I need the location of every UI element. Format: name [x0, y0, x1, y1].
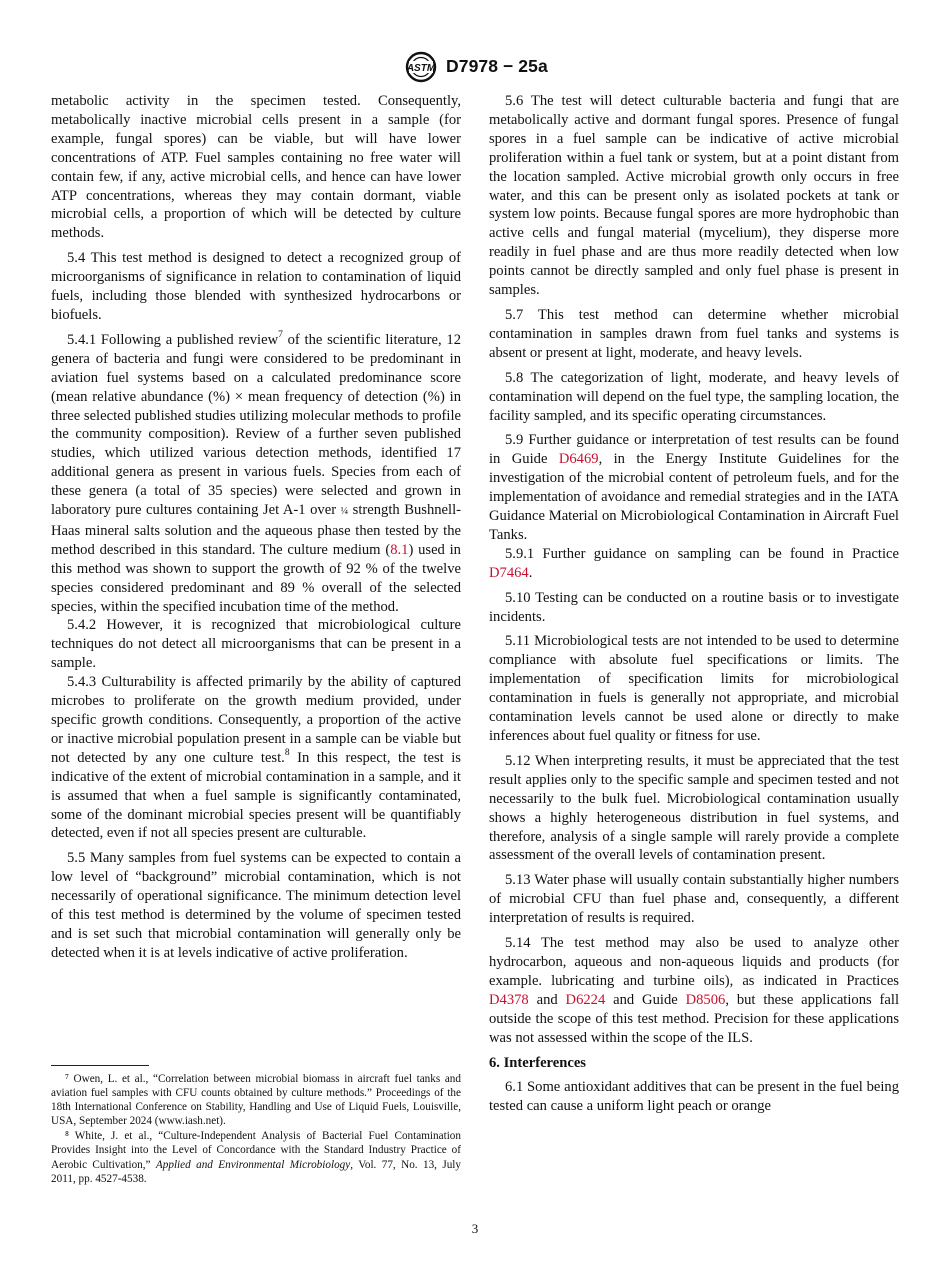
link-d7464[interactable]: D7464	[489, 564, 529, 581]
paragraph-5-12: 5.12 When interpreting results, it must be appreciated that the test result applies only to the specific sample and specimen tested and not necessarily to the bulk fuel. Microbiological contamination usually shows a highly heterogeneous distribution in fuel systems, and therefore, analysis of a single sample will rarely provide a complete assessment of the overall levels of contamination present.	[489, 752, 899, 864]
paragraph-5-8: 5.8 The categorization of light, moderate, and heavy levels of contamination will depend on the fuel type, the sampling location, the facility sampled, and its specific operating circumstances.	[489, 369, 899, 424]
document-designation: D7978 − 25a	[446, 56, 548, 76]
footnote-divider	[51, 1065, 149, 1066]
footnotes	[51, 1072, 461, 1187]
paragraph-5-10: 5.10 Testing can be conducted on a routine basis or to investigate incidents.	[489, 589, 899, 625]
fraction-quarter: ¼	[340, 506, 349, 518]
journal-title: Applied and Environmental Microbiology	[155, 1158, 351, 1171]
astm-logo-icon	[403, 50, 439, 84]
paragraph-5-7: 5.7 This test method can determine whether microbial contamination in samples drawn from fuel tanks and systems is absent or present at light, moderate, and heavy levels.	[489, 306, 899, 361]
footnote-ref-8[interactable]: 8	[284, 747, 290, 758]
paragraph-5-9-1: 5.9.1 Further guidance on sampling can be found in Practice D7464.	[489, 545, 899, 581]
link-d6224[interactable]: D6224	[565, 991, 606, 1008]
paragraph-5-4: 5.4 This test method is designed to detect a recognized group of microorganisms of significance in relation to contamination of liquid fuels, including those blended with synthesized hydrocarbons or biofuels.	[51, 250, 461, 323]
paragraph-5-4-3: 5.4.3 Culturability is affected primarily by the ability of captured microbes to proliferate on the growth medium provided, under specific growth conditions. Consequently, a proportion of the active or inactive microbial population present in a sample can be viable but not detected by any one culture test.$^8$ In this respect, the test is indicative of the extent of microbial contamination in a sample, and it is assumed that when a fuel sample is significantly contaminated, some of the dominant microbial species present will be quantifiably detected, even if not all species present are culturable.	[51, 674, 461, 842]
paragraph-5-4-2: 5.4.2 However, it is recognized that microbiological culture techniques do not detect all microorganisms that can be present in a sample.	[51, 617, 461, 672]
right-column	[489, 92, 899, 1122]
link-d4378[interactable]: D4378	[489, 991, 529, 1008]
paragraph-continuation: metabolic activity in the specimen tested. Consequently, metabolically inactive microbial cells present in a sample (for example, fungal spores) can be viable, but will have lower concentrations of ATP. Fuel samples containing no free water will contain few, if any, active microbial cells, and hence can have lower ATP concentrations, whereas they may contain dormant, viable microbial cells, a proportion of which will be detected by culture methods.	[51, 93, 461, 242]
paragraph-5-6: 5.6 The test will detect culturable bacteria and fungi that are metabolically active and dormant fungal spores. Presence of fungal spores in a fuel sample can be indicative of active microbial proliferation within a fuel tank or system, but at a point distant from the location sampled. Active microbial growth only occurs in free water, and this can be present only as isolated pockets at tank or system low points. Because fungal spores are more hydrophobic than active cells and fungal material (mycelium), they disperse more readily in fuel phase and are thus more readily detected when low points cannot be directly sampled and only fuel phase is present in samples.	[489, 93, 899, 299]
logo-text: ASTM	[406, 63, 436, 74]
page-header	[0, 50, 950, 84]
page-number: 3	[471, 1221, 479, 1236]
link-8-1[interactable]: 8.1	[390, 541, 409, 558]
footnote-ref-7[interactable]: 7	[278, 330, 283, 341]
paragraph-5-14: 5.14 The test method may also be used to analyze other hydrocarbon, aqueous and non-aqueous liquids and products (for example. lubricating and turbine oils), as indicated in Practices D4378 and D6224 and Guide D8506, but these applications fall outside the scope of this test method. Precision for these applications was not assessed within the scope of the ILS.	[489, 935, 899, 1046]
link-d6469[interactable]: D6469	[558, 451, 599, 468]
paragraph-5-9: 5.9 Further guidance or interpretation of test results can be found in Guide D6469, in the Energy Institute Guidelines for the investigation of the microbial content of petroleum fuels, and for the implementation of avoidance and remedial strategies and in the IATA Guidance Material on Microbiological Contamination in Aircraft Fuel Tanks.	[489, 432, 899, 543]
footnote-8: ⁸ White, J. et al., “Culture-Independent Analysis of Bacterial Fuel Contamination Provides Insight into the Level of Concordance with the Standard Industry Practice of Aerobic Cultivation,” Applied and Environmental Microbiology, Vol. 77, No. 13, July 2011, pp. 4527-4538.	[51, 1130, 461, 1185]
paragraph-5-5: 5.5 Many samples from fuel systems can be expected to contain a low level of “background” microbial contamination, which is not necessarily of operational significance. The minimum detection level of this test method is determined by the volume of specimen tested and is set such that microbial contamination will generally only be detected when it is at levels indicative of active proliferation.	[51, 850, 461, 961]
section-heading-interferences: 6. Interferences	[489, 1054, 586, 1071]
link-d8506[interactable]: D8506	[685, 991, 726, 1008]
paragraph-5-4-1: 5.4.1 Following a published review$^7$ of the scientific literature, 12 genera of bacteria and fungi were considered to be predominant in aviation fuel systems based on a calculated predominance score (mean relative abundance (%) × mean frequency of detection (%) in three selected published studies utilizing molecular methods to profile the community composition). Review of a further seven published studies, which utilized various detection methods, identified 17 additional genera as present in various fuels. Species from each of these genera (a total of 35 species) were selected and grown in laboratory pure cultures containing Jet A-1 over ¼ strength Bushnell-Haas mineral salts solution and the aqueous phase then tested by the method described in this standard. The culture medium (8.1) used in this method was shown to support the growth of 92 % of the twelve species considered predominant and 89 % overall of the selected species, within the specified incubation time of the method.	[51, 330, 461, 615]
left-column	[51, 92, 461, 969]
paragraph-6-1: 6.1 Some antioxidant additives that can be present in the fuel being tested can cause a uniform light peach or orange	[489, 1079, 899, 1115]
footnote-7: ⁷ Owen, L. et al., “Correlation between microbial biomass in aircraft fuel tanks and aviation fuel samples with CFU counts obtained by culture methods.” Proceedings of the 18th International Conference on Stability, Handling and Use of Liquid Fuels, Louisville, USA, September 2024 (www.iash.net).	[51, 1073, 461, 1128]
paragraph-5-13: 5.13 Water phase will usually contain substantially higher numbers of microbial CFU than fuel phase and, consequently, a different interpretation of results is required.	[489, 872, 899, 927]
paragraph-5-11: 5.11 Microbiological tests are not intended to be used to determine compliance with absolute fuel specifications or limits. The implementation of specification limits for microbiological contamination in fuels is generally not appropriate, and microbial contamination levels cannot be used alone or directly to make inferences about fuel quality or fitness for use.	[489, 633, 899, 744]
